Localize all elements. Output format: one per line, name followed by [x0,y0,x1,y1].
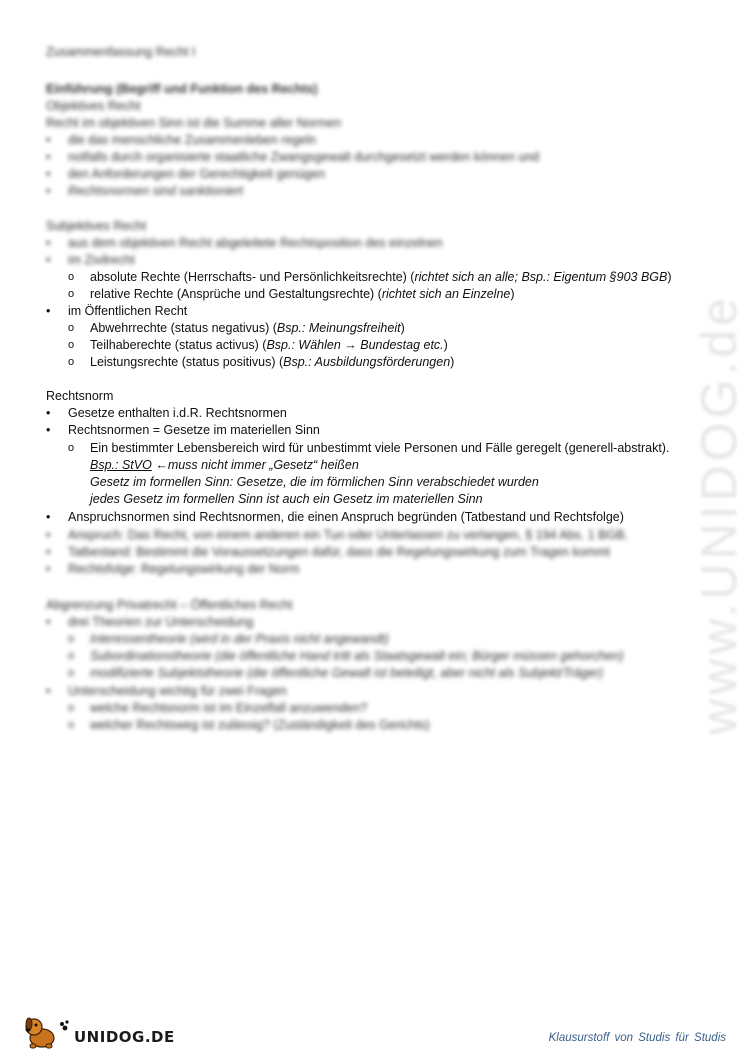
footer-tagline: Klausurstoff von Studis für Studis [548,1032,726,1044]
watermark: www.UNIDOG.de [691,294,747,735]
rechtsnorm-heading: Rechtsnorm [46,389,114,403]
continuation-line: Bsp.: StVO ←muss nicht immer „Gesetz“ heißen [90,458,359,472]
unidog-logo[interactable] [22,1014,175,1050]
subjektives-recht-heading: Subjektives Recht [46,219,147,233]
continuation-line: Gesetz im formellen Sinn: Gesetze, die im förmlichen Sinn verabschiedet wurden [90,475,539,489]
dog-icon [22,1014,74,1050]
document-title: Zusammenfassung Recht I [46,45,196,59]
section-heading: Einführung (Begriff und Funktion des Rechts) [46,82,318,96]
objektives-recht-heading: Objektives Recht [46,99,141,113]
abgrenzung-heading: Abgrenzung Privatrecht – Öffentliches Recht [46,598,293,612]
logo-text: UNIDOG.DE [74,1028,175,1046]
objektives-recht-intro: Recht im objektiven Sinn ist die Summe aller Normen [46,116,342,130]
document-page: Zusammenfassung Recht I Einführung (Begriff und Funktion des Rechts) Objektives Recht Recht im objektiven Sinn ist die Summe aller Normen • die das menschliche Zusammenleben regeln • notfalls durch organisierte staatliche Zwangsgewalt durchgesetzt werden können und • den Anforderungen der Gerechtigkeit genügen • Rechtsnormen sind sanktioniert Subjektives Recht • aus dem objektiven Recht abgeleitete Rechtsposition des einzelnen • im Zivilrecht o absolute Rechte (Herrschafts- und Persönlichkeitsrechte) (richtet sich an alle; Bsp.: Eigentum §903 BGB) o relative Rechte (Ansprüche und Gestaltungsrechte) (richtet sich an Einzelne) • im Öffentlichen Recht o Abwehrrechte (status negativus) (Bsp.: Meinungsfreiheit) o Teilhaberechte (status activus) (Bsp.: Wählen → Bundestag etc.) o Leistungsrechte (status positivus) (Bsp.: Ausbildungsförderungen) Rechtsnorm • Gesetze enthalten i.d.R. Rechtsnormen • Rechtsnormen = Gesetze im materiellen Sinn o Ein bestimmter Lebensbereich wird für unbestimmt viele Personen und Fälle geregelt (generell-abstrakt). Bsp.: StVO ←muss nicht immer „Gesetz“ heißen Gesetz im formellen Sinn: Gesetze, die im förmlichen Sinn verabschiedet wurden jedes Gesetz im formellen Sinn ist auch ein Gesetz im materiellen Sinn • Anspruchsnormen sind Rechtsnormen, die einen Anspruch begründen (Tatbestand und Rechtsfolge) • Anspruch: Das Recht, von einem anderen ein Tun oder Unterlassen zu verlangen, § 194 Abs. 1 BGB. • Tatbestand: Bestimmt die Voraussetzungen dafür, dass die Regelungswirkung zum Tragen kommt • Rechtsfolge: Regelungswirkung der Norm Abgrenzung Privatrecht – Öffentliches Recht • drei Theorien zur Unterscheidung o Interessentheorie (wird in der Praxis nicht angewandt) o Subordinationstheorie (die öffentliche Hand tritt als Staatsgewalt ein; Bürger müssen gehorchen) o modifizierte Subjektstheorie (die öffentliche Gewalt ist beteiligt, aber nicht als Subjekt/Träger) • Unterscheidung wichtig für zwei Fragen o welche Rechtsnorm ist im Einzelfall anzuwenden? o welcher Rechtsweg ist zulässig? (Zuständigkeit des Gerichts) www.UNIDOG.de UNIDOG.DE Klausurstoff von Studis für Studis [0,0,750,1060]
continuation-line: jedes Gesetz im formellen Sinn ist auch ein Gesetz im materiellen Sinn [90,492,483,506]
